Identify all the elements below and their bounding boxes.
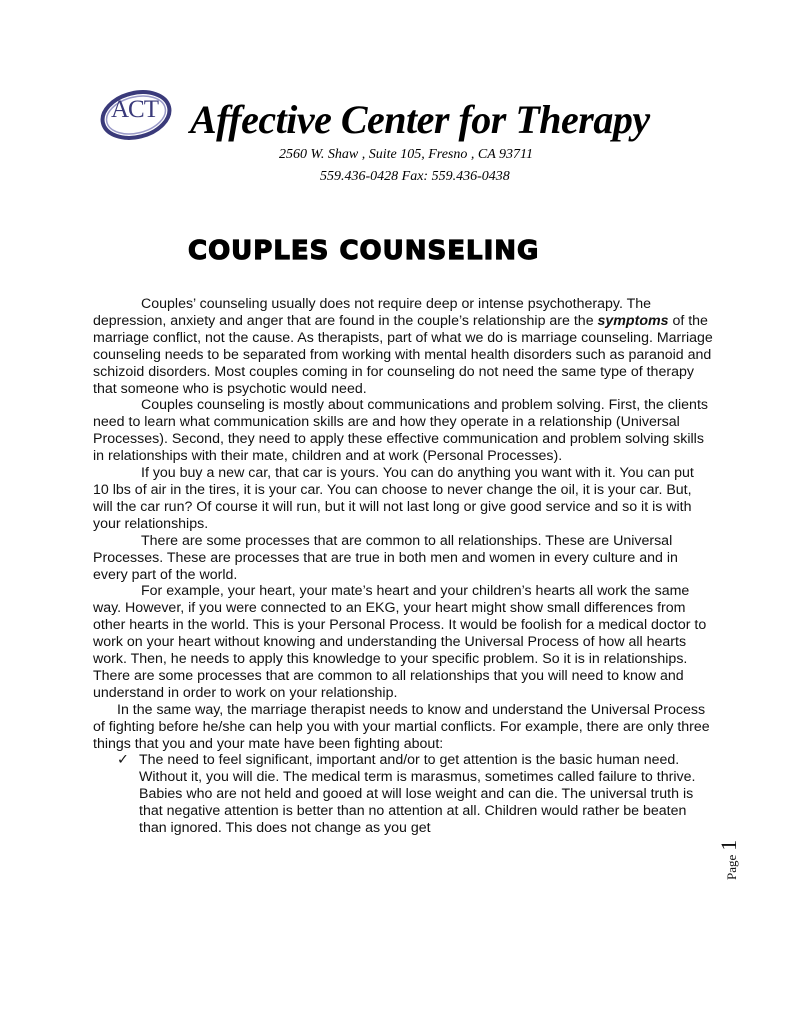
paragraph-4: There are some processes that are common to all relationships. These are Universal Processes. These are processes that are true in both men and women in every culture and in every part of the world. [93, 532, 678, 583]
list-item [117, 752, 713, 837]
page-number [716, 820, 746, 880]
page-number-value: 1 [716, 839, 741, 851]
address: 2560 W. Shaw , Suite 105, Fresno , CA 93711 [279, 147, 533, 162]
act-logo [99, 86, 177, 142]
page-label: Page [724, 854, 739, 880]
paragraph-3: If you buy a new car, that car is yours. You can do anything you want with it. You can put 10 lbs of air in the tires, it is your car. You can choose to never change the oil, it is your car. But, will the car run? Of course it will run, but it will not last long or give good service and so it is with your relationships. [93, 465, 694, 532]
paragraph-5: For example, your heart, your mate’s heart and your children’s hearts all work the same way. However, if you were connected to an EKG, your heart might show small differences from other hearts in the world. This is your Personal Process. It would be foolish for a medical doctor to work on your heart without knowing and understanding the Universal Process of how all hearts work. Then, he needs to apply this knowledge to your specific problem. So it is in relationships. There are some processes that are common to all relationships that you will need to know and understand in order to work on your relationship. [93, 583, 707, 701]
logo-text: ACT [111, 96, 158, 123]
page-title: COUPLES COUNSELING [188, 236, 540, 266]
organization-name: Affective Center for Therapy [190, 97, 650, 142]
checkmark-icon: ✓ [117, 752, 129, 769]
document-body [93, 296, 713, 837]
list-item-text: The need to feel significant, important and/or to get attention is the basic human need. Without it, you will die. The medical term is marasmus, sometimes called failure to thrive. Babies who are not held and gooed at will lose weight and can die. The universal truth is that negative attention is better than no attention at all. Children would rather be beaten than ignored. This does not change as you get [139, 752, 696, 837]
paragraph-2: Couples counseling is mostly about communications and problem solving. First, the clients need to learn what communication skills are and how they operate in a relationship (Universal Processes). Second, they need to apply these effective communication and problem solving skills in relationships with their mate, children and at work (Personal Processes). [93, 397, 708, 465]
phone-fax: 559.436-0428 Fax: 559.436-0438 [320, 169, 510, 184]
paragraph-6: In the same way, the marriage therapist needs to know and understand the Universal Process of fighting before he/she can help you with your martial conflicts. For example, there are only three things that you and your mate have been fighting about: [93, 701, 710, 752]
paragraph-1: Couples’ counseling usually does not require deep or intense psychotherapy. The depression, anxiety and anger that are found in the couple’s relationship are the symptoms of the marriage conflict, not the cause. As therapists, part of what we do is marriage counseling. Marriage counseling needs to be separated from working with mental health disorders such as paranoid and schizoid disorders. Most couples coming in for counseling do not need the same type of therapy that someone who is psychotic would need. [93, 296, 713, 397]
symptoms-emphasis: symptoms [597, 312, 669, 329]
